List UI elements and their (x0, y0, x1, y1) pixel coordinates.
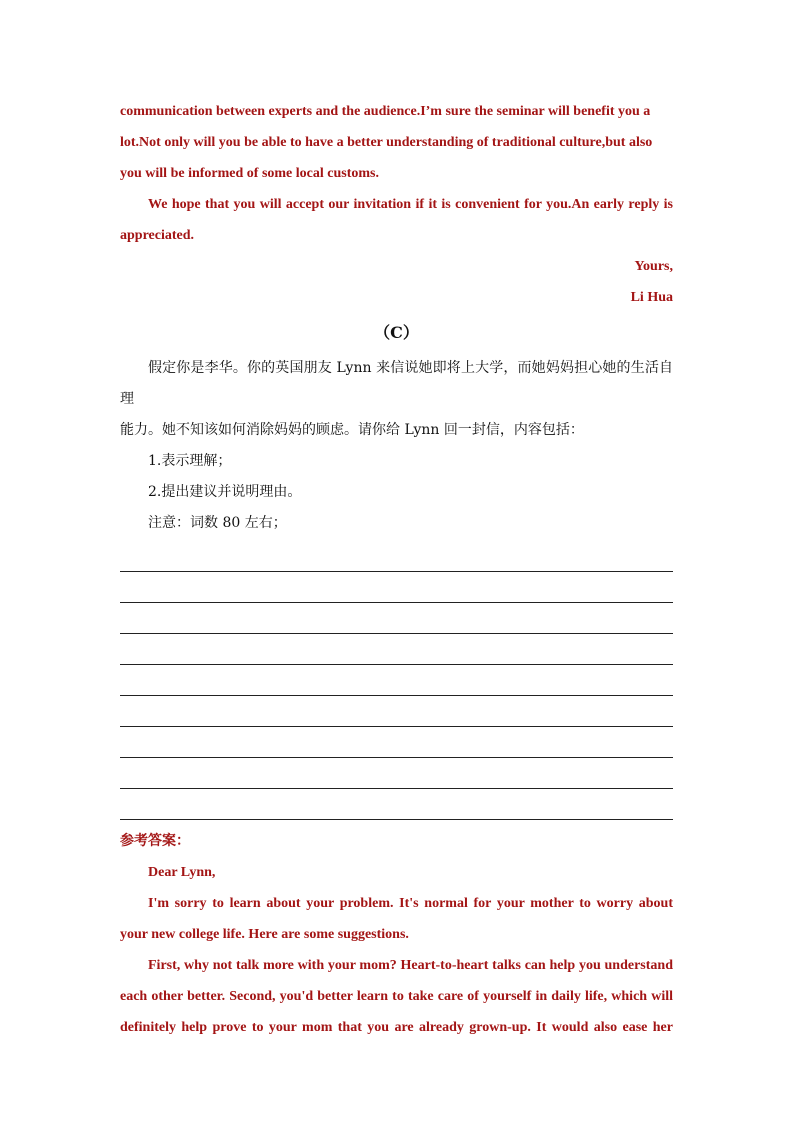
answer-paragraph-1 (120, 888, 673, 950)
section-c-prompt (120, 353, 673, 446)
writing-line[interactable] (120, 549, 673, 572)
answer-p1-line-2: your new college life. Here are some suggestions. (120, 927, 409, 942)
answer-salutation: Dear Lynn, (148, 865, 216, 880)
writing-line[interactable] (120, 634, 673, 665)
answer-p2-line-3: definitely help prove to your mom that you are already grown-up. It would also ease her (120, 1020, 673, 1035)
answer-p1-line-1: I'm sorry to learn about your problem. It's normal for your mother to worry about (148, 896, 673, 911)
answer-p2-line-1: First, why not talk more with your mom? Heart-to-heart talks can help you understand (148, 958, 673, 973)
prompt-line-1: 假定你是李华。你的英国朋友 Lynn 来信说她即将上大学，而她妈妈担心她的生活自理 (120, 360, 673, 407)
writing-line[interactable] (120, 696, 673, 727)
prompt-item-1: 1.表示理解； (148, 453, 232, 469)
answer-p2-line-2: each other better. Second, you'd better learn to take care of yourself in daily life, which will (120, 989, 673, 1004)
letter-b-p1-line-3: you will be informed of some local customs. (120, 166, 379, 181)
letter-b-closing: Yours, (634, 259, 673, 274)
prompt-note: 注意：词数 80 左右； (148, 515, 287, 531)
writing-line[interactable] (120, 572, 673, 603)
letter-b-p1-line-1: communication between experts and the audience.I’m sure the seminar will benefit you a (120, 104, 651, 119)
section-c-title: （C） (374, 323, 419, 342)
writing-line[interactable] (120, 758, 673, 789)
document-page (120, 96, 673, 1043)
answer-paragraph-2 (120, 950, 673, 1043)
writing-line[interactable] (120, 789, 673, 820)
writing-line[interactable] (120, 727, 673, 758)
letter-b-p1-line-2: lot.Not only will you be able to have a better understanding of traditional culture,but also (120, 135, 653, 150)
letter-b-paragraph-1 (120, 96, 673, 189)
letter-b-p2-line-1: We hope that you will accept our invitation if it is convenient for you.An early reply is (148, 197, 673, 212)
prompt-line-2: 能力。她不知该如何消除妈妈的顾虑。请你给 Lynn 回一封信，内容包括： (120, 422, 584, 438)
writing-lines (120, 549, 673, 820)
letter-b-signature: Li Hua (630, 290, 673, 305)
writing-line[interactable] (120, 603, 673, 634)
letter-b-p2-line-2: appreciated. (120, 228, 195, 243)
answer-label: 参考答案： (120, 834, 190, 849)
letter-b-paragraph-2 (120, 189, 673, 251)
writing-line[interactable] (120, 665, 673, 696)
prompt-item-2: 2.提出建议并说明理由。 (148, 484, 302, 500)
